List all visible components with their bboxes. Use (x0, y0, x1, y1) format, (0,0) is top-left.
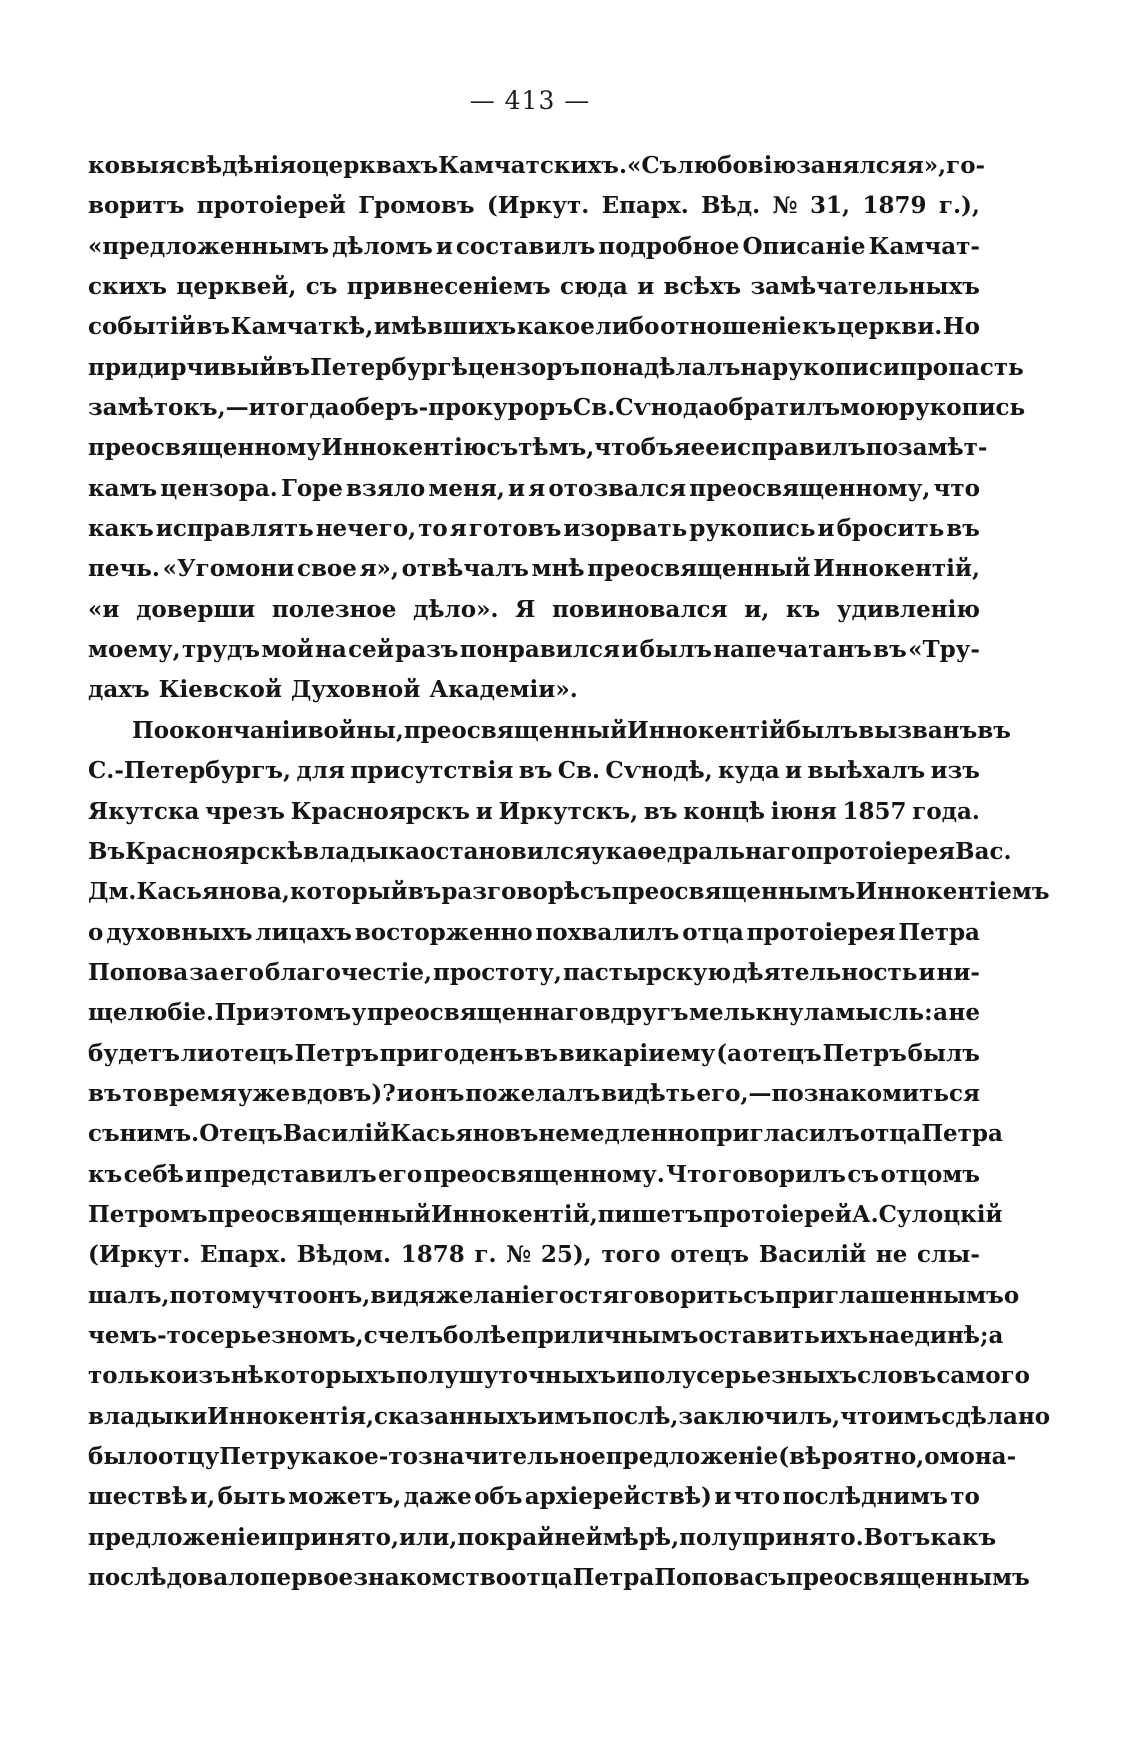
text-line: предложеніе и принято, или, по крайней мѣрѣ, полупринято. Вотъ какъ (88, 1523, 997, 1551)
text-line: послѣдовало первое знакомство отца Петра Попова съ преосвященнымъ (88, 1564, 1030, 1592)
text-line: По окончаніи войны, преосвященный Иннокентій былъ вызванъ въ (132, 716, 1011, 744)
text-line: «и доверши полезное дѣло». Я повиновался и, къ удивленію (88, 595, 980, 623)
text-line: Петромъ преосвященный Иннокентій, пишетъ протоіерей А. Сулоцкій (88, 1200, 1003, 1228)
text-line: владыки Иннокентія, сказанныхъ имъ послѣ, заключилъ, что имъ сдѣлано (88, 1402, 1051, 1430)
text-line: чемъ-то серьезномъ, счелъ болѣе приличнымъ оставить ихъ наединѣ; а (88, 1321, 1004, 1349)
text-line: камъ цензора. Горе взяло меня, и я отозвался преосвященному, что (88, 474, 980, 502)
text-line: будетъ ли отецъ Петръ пригоденъ въ викаріи ему (а отецъ Петръ былъ (88, 1039, 980, 1067)
text-line: шествѣ и, быть можетъ, даже объ архіерействѣ) и что послѣднимъ то (88, 1483, 980, 1511)
text-line: Въ Красноярскѣ владыка остановился у каѳедральнаго протоіерея Вас. (88, 837, 1012, 865)
page-text-body (88, 146, 1051, 1598)
text-line: печь. «Угомони свое я», отвѣчалъ мнѣ преосвященный Иннокентій, (88, 555, 980, 583)
text-line: моему, трудъ мой на сей разъ понравился и былъ напечатанъ въ «Тру- (88, 636, 980, 664)
text-line: было отцу Петру какое-то значительное предложеніе (вѣроятно, о мона- (88, 1443, 1017, 1470)
text-line: дахъ Кіевской Духовной Академіи». (88, 676, 578, 704)
text-line: о духовныхъ лицахъ восторженно похвалилъ отца протоіерея Петра (88, 918, 980, 946)
text-line: только изъ нѣкоторыхъ полушуточныхъ и полусерьезныхъ словъ самого (88, 1362, 1030, 1390)
text-line: какъ исправлять нечего, то я готовъ изорвать рукопись и бросить въ (88, 515, 980, 543)
text-line: въ то время уже вдовъ)? и онъ пожелалъ видѣть его,—познакомиться (88, 1079, 980, 1107)
text-line: «предложеннымъ дѣломъ и составилъ подробное Описаніе Камчат- (88, 232, 980, 260)
text-line: съ нимъ. Отецъ Василій Касьяновъ немедленно пригласилъ отца Петра (88, 1120, 1003, 1148)
text-line: Попова за его благочестіе, простоту, пастырскую дѣятельность и ни- (88, 958, 980, 986)
text-line: щелюбіе. При этомъ у преосвященнаго вдругъ мелькнула мысль: а не (88, 999, 980, 1027)
text-line: преосвященному Иннокентію съ тѣмъ, чтобъ я ее исправилъ по замѣт- (88, 434, 988, 462)
text-line: событій въ Камчаткѣ, имѣвшихъ какое либо отношеніе къ церкви. Но (88, 313, 980, 341)
text-line: придирчивый въ Петербургѣ цензоръ понадѣлалъ на рукописи пропасть (88, 353, 1024, 381)
text-line: замѣтокъ,—и тогда оберъ-прокуроръ Св. Сѵнода обратилъ мою рукопись (88, 394, 1026, 422)
text-line: къ себѣ и представилъ его преосвященному. Что говорилъ съ отцомъ (88, 1160, 980, 1188)
page-number: — 413 — (469, 86, 591, 115)
text-line: шалъ, потому что онъ, видя желаніе гостя говорить съ приглашеннымъ о (88, 1281, 1020, 1309)
text-line: (Иркут. Епарх. Вѣдом. 1878 г. № 25), того отецъ Василій не слы- (88, 1241, 980, 1269)
text-line: скихъ церквей, съ привнесеніемъ сюда и всѣхъ замѣчательныхъ (88, 273, 980, 301)
text-line: ковыя свѣдѣнія о церквахъ Камчатскихъ. «Съ любовію занялся я», го- (88, 152, 986, 179)
text-line: Якутска чрезъ Красноярскъ и Иркутскъ, въ концѣ іюня 1857 года. (88, 797, 980, 825)
text-line: Дм. Касьянова, который въ разговорѣ съ преосвященнымъ Иннокентіемъ (88, 878, 1050, 906)
text-line: С.-Петербургъ, для присутствія въ Св. Сѵнодѣ, куда и выѣхалъ изъ (88, 757, 980, 785)
text-line: воритъ протоіерей Громовъ (Иркут. Епарх. Вѣд. № 31, 1879 г.), (88, 192, 980, 220)
